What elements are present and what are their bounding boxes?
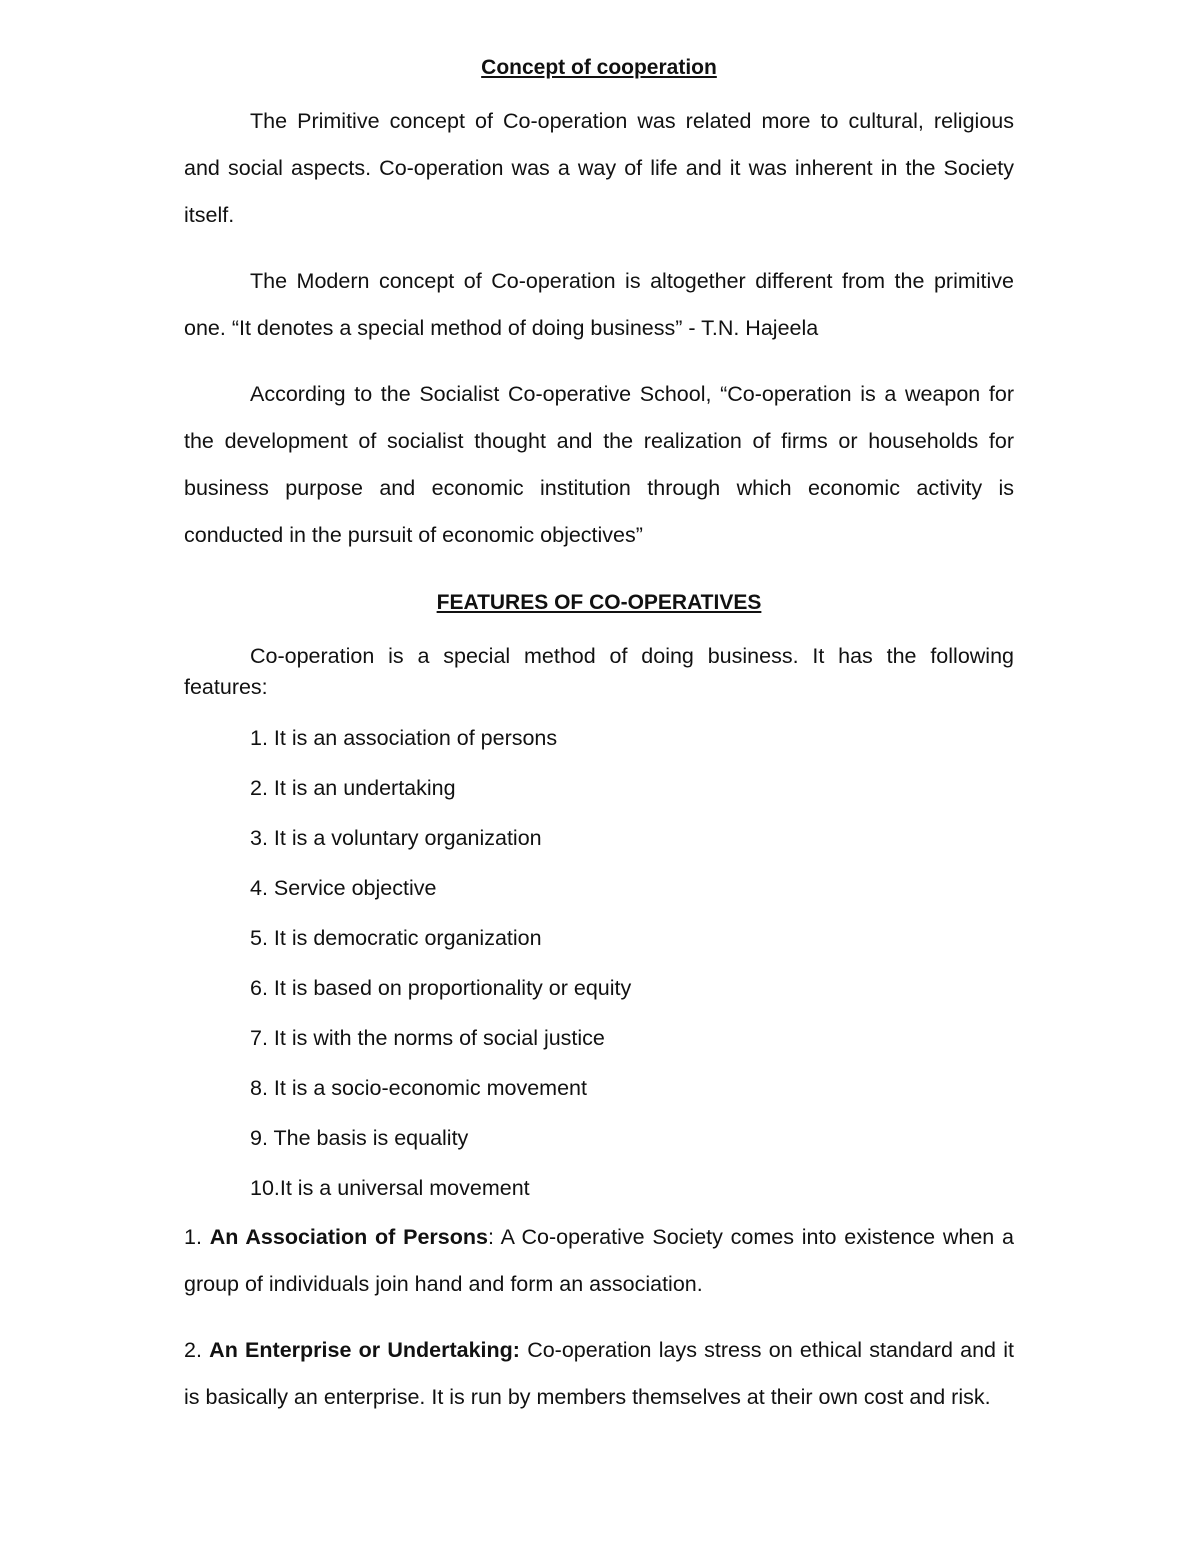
list-item: 5. It is democratic organization: [250, 926, 542, 950]
detail-number: 2.: [184, 1338, 202, 1362]
socialist-school-paragraph: According to the Socialist Co-operative School, “Co-operation is a weapon for the development of socialist thought and the realization of firms or households for business purpose and economic institution through which economic activity is conducted in the pursuit of economic objectives”: [184, 382, 1014, 547]
primitive-concept-paragraph: The Primitive concept of Co-operation was related more to cultural, religious and social aspects. Co-operation was a way of life and it was inherent in the Society itself.: [184, 109, 1014, 227]
list-item: 4. Service objective: [250, 876, 437, 900]
detail-text: A Co-operative Society comes into existence when a group of individuals join hand and form an association.: [184, 1225, 1014, 1296]
detail-number: 1.: [184, 1225, 202, 1249]
list-item: 8. It is a socio-economic movement: [250, 1076, 587, 1100]
list-item: 6. It is based on proportionality or equity: [250, 976, 632, 1000]
detail-text: Co-operation lays stress on ethical standard and it is basically an enterprise. It is run by members themselves at their own cost and risk.: [184, 1338, 1014, 1409]
list-item: 3. It is a voluntary organization: [250, 826, 542, 850]
list-item: 1. It is an association of persons: [250, 726, 558, 750]
features-intro-paragraph: Co-operation is a special method of doing business. It has the following features:: [184, 644, 1014, 699]
list-item: 2. It is an undertaking: [250, 776, 456, 800]
features-heading: FEATURES OF CO-OPERATIVES: [436, 591, 762, 614]
list-item: 10.It is a universal movement: [250, 1176, 530, 1200]
association-of-persons-paragraph: [184, 1214, 1014, 1308]
list-item: 7. It is with the norms of social justice: [250, 1026, 605, 1050]
detail-term: An Association of Persons: [209, 1225, 488, 1249]
concept-heading: Concept of cooperation: [481, 56, 717, 79]
list-item: 9. The basis is equality: [250, 1126, 469, 1150]
detail-separator: :: [487, 1225, 494, 1249]
enterprise-undertaking-paragraph: [184, 1327, 1014, 1421]
modern-concept-paragraph: The Modern concept of Co-operation is altogether different from the primitive one. “It denotes a special method of doing business” - T.N. Hajeela: [184, 269, 1014, 340]
features-list: [250, 726, 631, 1226]
detail-term: An Enterprise or Undertaking:: [209, 1338, 520, 1362]
